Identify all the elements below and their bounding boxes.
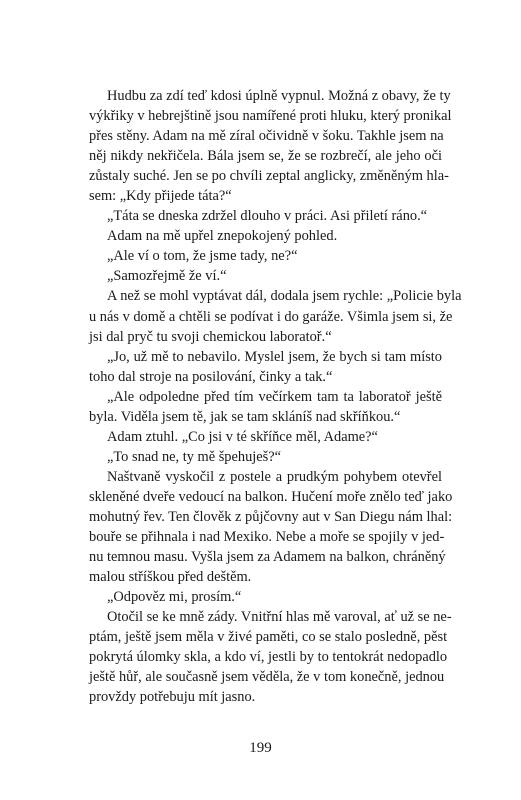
text-line: „Ale odpoledne před tím večírkem tam ta laboratoř ještě	[107, 388, 442, 405]
text-line: ptám, ještě jsem měla v živé paměti, co se stalo posledně, pěst	[89, 629, 448, 646]
body-text	[89, 86, 462, 707]
text-line: něj nikdy nekřičela. Bála jsem se, že se rozbrečí, ale jeho oči	[89, 148, 442, 165]
text-line: Naštvaně vyskočil z postele a prudkým pohybem otevřel	[107, 468, 442, 485]
text-line: skleněné dveře vedoucí na balkon. Hučení moře znělo teď jako	[89, 488, 453, 505]
text-line: Hudbu za zdí teď kdosi úplně vypnul. Možná z obavy, že ty	[107, 88, 451, 104]
text-line: byla. Viděla jsem tě, jak se tam skláníš nad skříňkou.“	[89, 408, 401, 425]
text-line: „To snad ne, ty mě špehuješ?“	[107, 448, 282, 465]
text-line: u nás v domě a chtěli se podívat i do garáže. Všimla jsem si, že	[89, 308, 453, 325]
text-line: nu temnou masu. Vyšla jsem za Adamem na balkon, chráněný	[89, 549, 446, 566]
text-line: „Táta se dneska zdržel dlouho v práci. Asi přiletí ráno.“	[107, 208, 428, 225]
page-number: 199	[249, 740, 272, 756]
text-line: sem: „Kdy přijede táta?“	[89, 188, 232, 205]
text-line: „Odpověz mi, prosím.“	[107, 589, 242, 606]
text-line: bouře se přihnala i nad Mexiko. Nebe a moře se spojily v jed-	[89, 529, 445, 546]
text-line: malou stříškou před deštěm.	[89, 569, 252, 586]
text-line: „Samozřejmě že ví.“	[107, 268, 227, 285]
text-line: jsi dal pryč tu svoji chemickou laboratoř.“	[89, 328, 332, 345]
text-line: Adam ztuhl. „Co jsi v té skříňce měl, Adame?“	[107, 428, 378, 445]
text-line: toho dal stroje na posilování, činky a tak.“	[89, 368, 333, 385]
text-line: ještě hůř, ale současně jsem věděla, že v tom konečně, jednou	[89, 669, 445, 686]
text-line: zůstaly suché. Jen se po chvíli zeptal anglicky, změněným hla-	[89, 168, 449, 185]
text-line: Otočil se ke mně zády. Vnitřní hlas mě varoval, ať už se ne-	[107, 609, 452, 626]
text-line: provždy potřebuju mít jasno.	[89, 689, 256, 706]
text-line: A než se mohl vyptávat dál, dodala jsem rychle: „Policie byla	[107, 288, 462, 305]
text-line: výkřiky v hebrejštině jsou namířené proti hluku, který pronikal	[89, 108, 452, 125]
text-line: přes stěny. Adam na mě zíral očividně v šoku. Takhle jsem na	[89, 128, 444, 145]
text-line: pokrytá úlomky skla, a kdo ví, jestli by to tentokrát nedopadlo	[89, 649, 448, 666]
text-line: „Ale ví o tom, že jsme tady, ne?“	[107, 248, 298, 265]
text-line: „Jo, už mě to nebavilo. Myslel jsem, že bych si tam místo	[107, 348, 442, 365]
text-line: mohutný řev. Ten člověk z půjčovny aut v San Diegu nám lhal:	[89, 508, 453, 525]
text-line: Adam na mě upřel znepokojený pohled.	[107, 228, 338, 245]
